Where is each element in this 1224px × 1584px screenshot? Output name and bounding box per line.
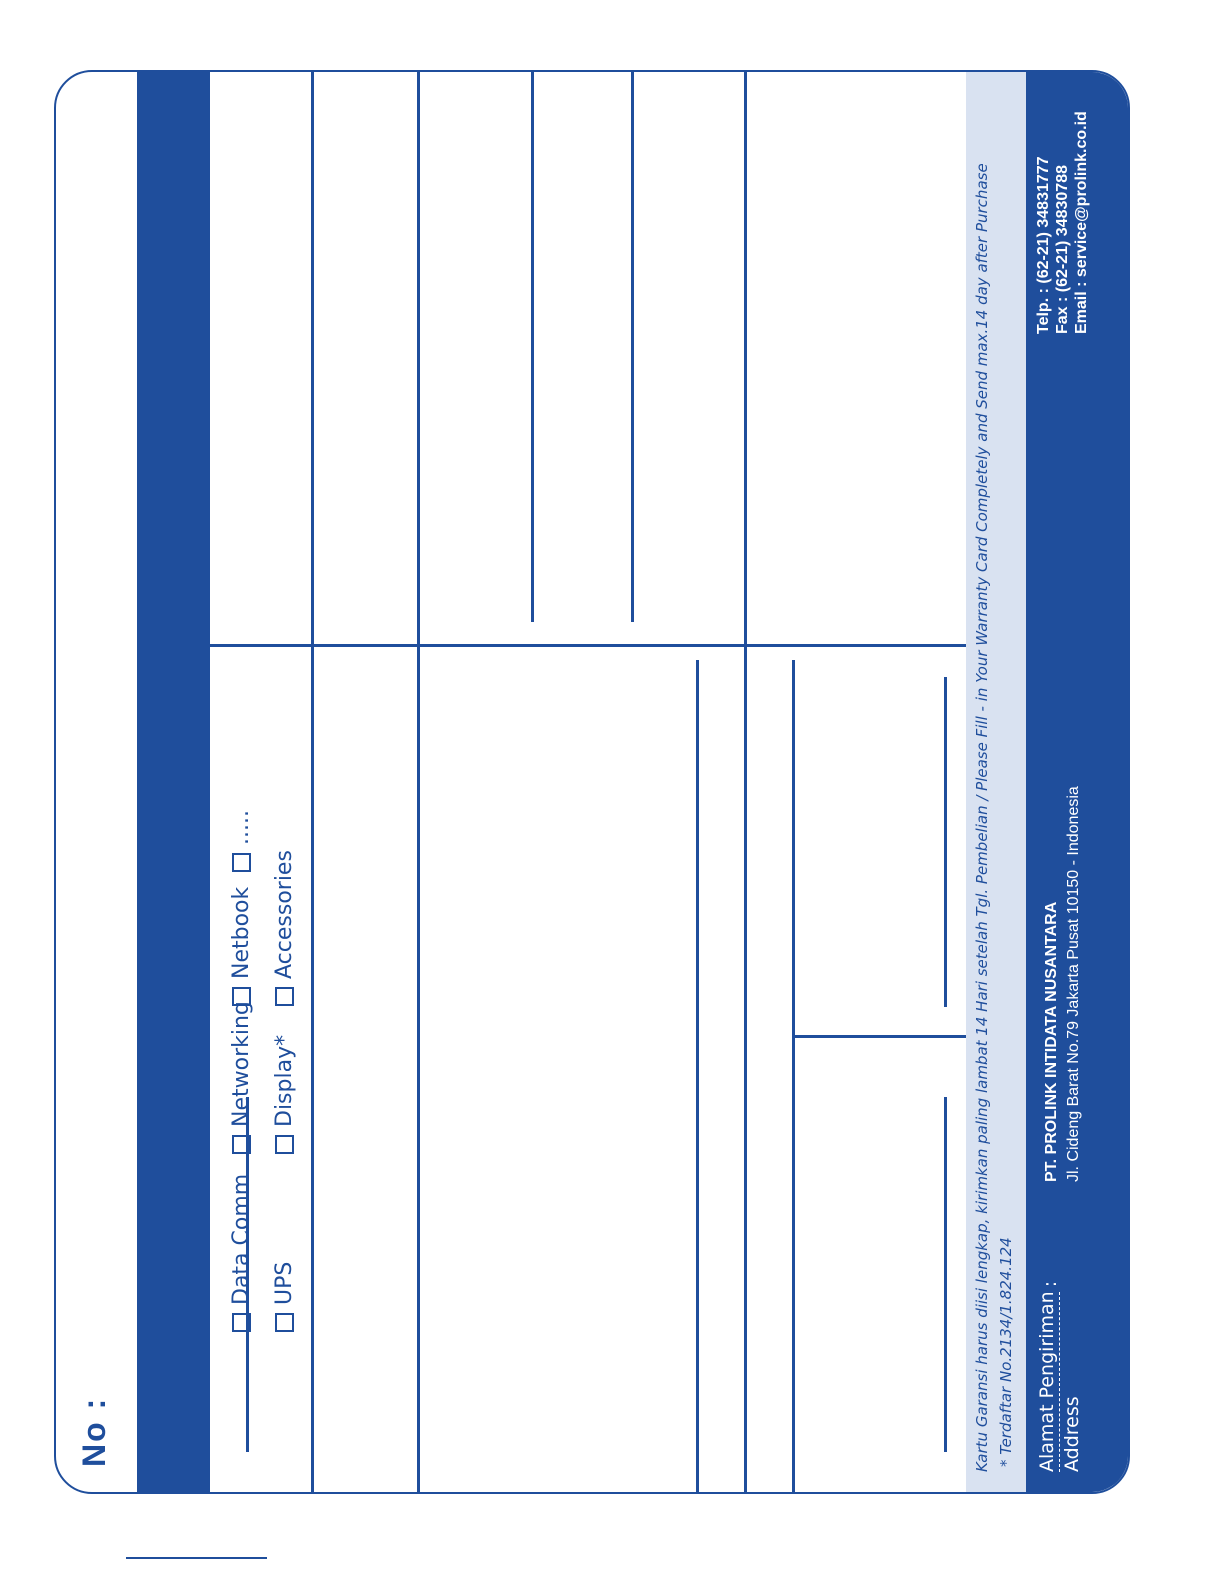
row-divider <box>210 644 966 647</box>
category-other[interactable]: ..... <box>229 810 254 872</box>
field-line <box>792 660 795 1494</box>
checkbox-icon[interactable] <box>232 1135 251 1154</box>
category-ups[interactable]: UPS <box>272 1262 297 1332</box>
category-accessories[interactable]: Accessories <box>272 850 297 1006</box>
contact-fax: Fax : (62-21) 34830788 <box>1054 165 1071 334</box>
address-label: Alamat Pengiriman Address : <box>1036 1280 1083 1472</box>
company-address: Jl. Cideng Barat No.79 Jakarta Pusat 10150 - Indonesia <box>1065 786 1082 1182</box>
field-line <box>631 72 634 622</box>
category-netbook[interactable]: Netbook <box>229 887 254 1006</box>
card-number-label: No : <box>76 1396 112 1467</box>
grid-line <box>744 72 747 1494</box>
checkbox-icon[interactable] <box>232 987 251 1006</box>
company-block <box>1041 786 1085 1182</box>
grid-line <box>311 72 314 1494</box>
signature-line <box>944 677 947 1007</box>
warranty-notice: Kartu Garansi harus diisi lengkap, kirimkan paling lambat 14 Hari setelah Tgl. Pembelian / Please Fill - in Your Warranty Card Completely and Send max.14 day after Purchase <box>973 163 991 1472</box>
category-row-2 <box>269 732 299 1332</box>
header-band <box>137 72 210 1494</box>
checkbox-icon[interactable] <box>275 987 294 1006</box>
checkbox-icon[interactable] <box>232 853 251 872</box>
contact-block <box>1034 111 1091 334</box>
contact-email: Email : service@prolink.co.id <box>1073 111 1090 334</box>
category-row-1 <box>226 732 256 1332</box>
warranty-card <box>54 70 1130 1494</box>
checkbox-icon[interactable] <box>275 1313 294 1332</box>
category-networking[interactable]: Networking <box>229 1001 254 1154</box>
contact-telp: Telp. : (62-21) 34831777 <box>1035 156 1052 334</box>
registration-number: * Terdaftar No.2134/1.824.124 <box>997 1237 1015 1467</box>
signature-divider <box>792 1035 966 1038</box>
company-name: PT. PROLINK INTIDATA NUSANTARA <box>1043 901 1060 1182</box>
checkbox-icon[interactable] <box>232 1313 251 1332</box>
signature-line <box>944 1097 947 1452</box>
category-data-comm[interactable]: Data Comm <box>229 1174 254 1332</box>
grid-line <box>417 72 420 1494</box>
field-line <box>531 72 534 622</box>
bottom-underline <box>126 1557 267 1559</box>
category-display[interactable]: Display* <box>272 1035 297 1154</box>
checkbox-icon[interactable] <box>275 1135 294 1154</box>
field-line <box>696 660 699 1494</box>
dashed-divider <box>1059 1292 1060 1472</box>
